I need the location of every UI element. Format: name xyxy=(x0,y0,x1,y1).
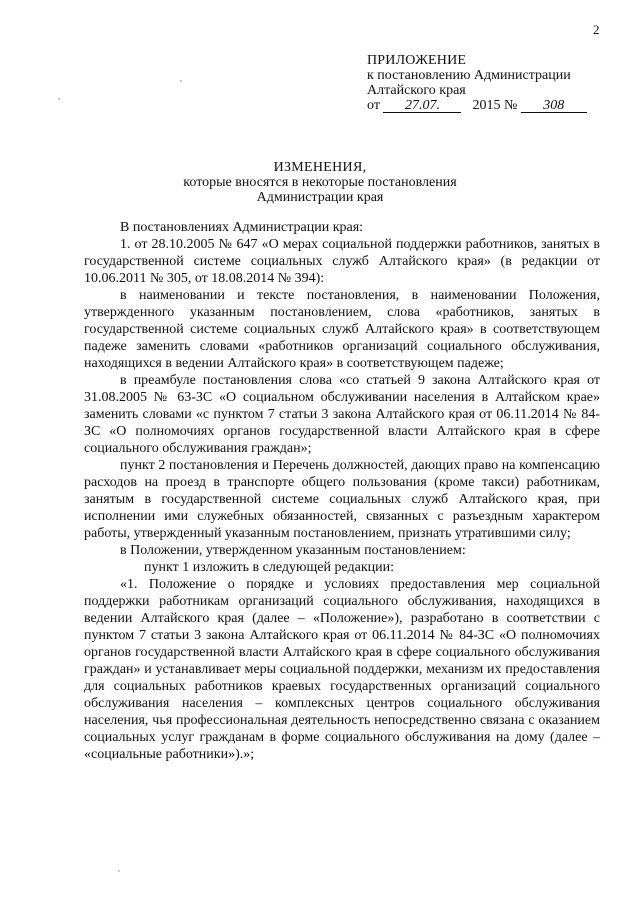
heading-subtitle-1: которые вносятся в некоторые постановления xyxy=(183,175,457,190)
decree-number: 308 xyxy=(521,99,587,113)
paragraph-repeal: пункт 2 постановления и Перечень должностей, дающих право на компенсацию расходов на проезд в транспорте общего пользования (кроме такси) работникам, занятым в государственной системе социальных служб Алтайского края, при исполнении ими служебных обязанностей, связанных с разъездным характером работы, утвержденный указанным постановлением, признать утратившими силу; xyxy=(84,458,600,541)
appendix-date-row xyxy=(367,98,587,113)
heading-title: ИЗМЕНЕНИЯ, xyxy=(273,160,367,175)
appendix-title: ПРИЛОЖЕНИЕ xyxy=(367,53,467,68)
scan-speck xyxy=(118,870,120,872)
page-number: 2 xyxy=(593,22,600,37)
document-body xyxy=(84,219,600,763)
decree-year: 2015 № xyxy=(472,98,518,113)
paragraph-intro: В постановлениях Администрации края: xyxy=(120,220,364,235)
appendix-line-region: Алтайского края xyxy=(367,83,466,98)
scan-speck xyxy=(58,98,60,100)
appendix-line-decree: к постановлению Администрации xyxy=(367,68,571,83)
paragraph-item-1: 1. от 28.10.2005 № 647 «О мерах социальной поддержки работников, занятых в государственной системе социальных служб Алтайского края» (в редакции от 10.06.2011 № 305, от 18.08.2014 № 394): xyxy=(84,237,600,286)
decree-date: 27.07. xyxy=(383,99,461,113)
heading-subtitle-2: Администрации края xyxy=(256,190,384,205)
appendix-block xyxy=(367,53,587,113)
date-prefix: от xyxy=(367,98,380,113)
paragraph-point-1: пункт 1 изложить в следующей редакции: xyxy=(144,560,394,575)
paragraph-name-change: в наименовании и тексте постановления, в наименовании Положения, утвержденного указанным постановлением, слова «работников, занятых в государственной системе социальных служб Алтайского края» в соответствующем падеже заменить словами «работников организаций социального обслуживания, находящихся в ведении Алтайского края» в соответствующем падеже; xyxy=(84,288,600,371)
document-heading xyxy=(0,160,640,205)
scan-speck xyxy=(180,80,182,82)
paragraph-new-wording: «1. Положение о порядке и условиях предоставления мер социальной поддержки работникам организаций социального обслуживания, находящихся в ведении Алтайского края (далее – «Положение»), разработано в соответствии с пунктом 7 статьи 3 закона Алтайского края от 06.11.2014 № 84-ЗС «О полномочиях органов государственной власти Алтайского края в сфере социального обслуживания граждан» и устанавливает меры социальной поддержки, механизм их предоставления для социальных работников краевых государственных организаций социального обслуживания населения – комплексных центров социального обслуживания населения, чья профессиональная деятельность непосредственно связана с оказанием социальных услуг гражданам в форме социального обслуживания на дому (далее – «социальные работники»).»; xyxy=(84,577,600,762)
paragraph-preamble-change: в преамбуле постановления слова «со статьей 9 закона Алтайского края от 31.08.2005 № 63-ЗС «О социальном обслуживании населения в Алтайском крае» заменить словами «с пунктом 7 статьи 3 закона Алтайского края от 06.11.2014 № 84-ЗС «О полномочиях органов государственной власти Алтайского края в сфере социального обслуживания граждан»; xyxy=(84,373,600,456)
paragraph-regulation: в Положении, утвержденном указанным постановлением: xyxy=(120,543,466,558)
